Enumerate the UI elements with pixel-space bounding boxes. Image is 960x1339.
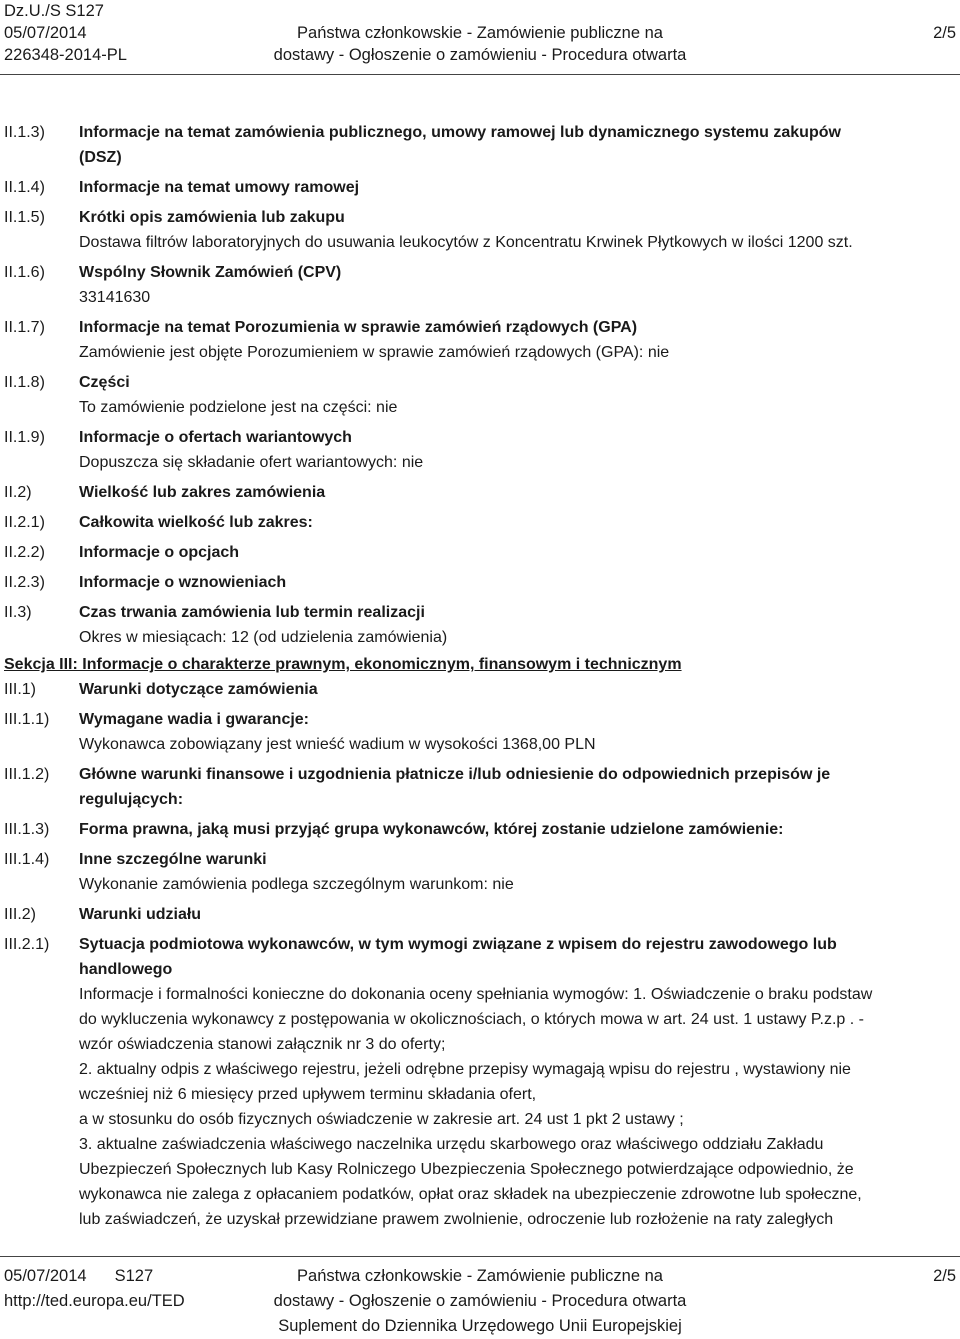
- footer-rule: [0, 1256, 960, 1257]
- header-rule: [0, 74, 960, 75]
- item-body-line: Informacje i formalności konieczne do dokonania oceny spełniania wymogów: 1. Oświadczenie o braku podstaw: [79, 986, 873, 1003]
- item-text: [79, 902, 956, 927]
- item-text: [79, 370, 956, 420]
- item-text: [79, 847, 956, 897]
- item-number: II.1.4): [4, 179, 45, 196]
- item-heading: Krótki opis zamówienia lub zakupu: [79, 209, 345, 226]
- item-heading: Forma prawna, jaką musi przyjąć grupa wykonawców, której zostanie udzielone zamówienie:: [79, 821, 784, 838]
- item-text: [79, 205, 956, 255]
- journal-ref: Dz.U./S S127: [4, 2, 104, 20]
- footer-title-line1: Państwa członkowskie - Zamówienie publiczne na: [297, 1267, 663, 1285]
- item-heading: Warunki udziału: [79, 906, 202, 923]
- item-text: [79, 260, 956, 310]
- item-body-line: Dopuszcza się składanie ofert wariantowych: nie: [79, 454, 424, 471]
- item-heading: Informacje na temat Porozumienia w sprawie zamówień rządowych (GPA): [79, 319, 638, 336]
- item-heading: Wymagane wadia i gwarancje:: [79, 711, 310, 728]
- section-3-title: Sekcja III: Informacje o charakterze prawnym, ekonomicznym, finansowym i technicznym: [4, 656, 682, 673]
- item-body-line: wcześniej niż 6 miesięcy przed upływem terminu składania ofert,: [79, 1086, 537, 1103]
- item-text: [79, 510, 956, 535]
- item-text: [79, 315, 956, 365]
- item-body-line: To zamówienie podzielone jest na części: nie: [79, 399, 398, 416]
- item-text: [79, 120, 956, 170]
- item-number: III.2): [4, 906, 37, 923]
- item-heading: Informacje na temat zamówienia publicznego, umowy ramowej lub dynamicznego systemu zakupów: [79, 124, 841, 141]
- item-number: II.2.1): [4, 514, 45, 531]
- item-heading: Całkowita wielkość lub zakres:: [79, 514, 313, 531]
- item-text: [79, 425, 956, 475]
- footer-title: [0, 1264, 960, 1339]
- footer-date: 05/07/2014: [4, 1267, 87, 1285]
- item-heading: handlowego: [79, 961, 173, 978]
- item-number: III.1.3): [4, 821, 50, 838]
- item-heading: Części: [79, 374, 130, 391]
- item-body-line: Dostawa filtrów laboratoryjnych do usuwania leukocytów z Koncentratu Krwinek Płytkowych w ilości 1200 szt.: [79, 234, 853, 251]
- item-number: II.2): [4, 484, 32, 501]
- item-number: III.1): [4, 681, 37, 698]
- item-heading: Czas trwania zamówienia lub termin realizacji: [79, 604, 425, 621]
- item-heading: Wielkość lub zakres zamówienia: [79, 484, 326, 501]
- item-text: [79, 480, 956, 505]
- item-heading: Sytuacja podmiotowa wykonawców, w tym wymogi związane z wpisem do rejestru zawodowego lub: [79, 936, 837, 953]
- item-text: [79, 707, 956, 757]
- doc-id: 226348-2014-PL: [4, 46, 127, 64]
- item-body-line: 2. aktualny odpis z właściwego rejestru, jeżeli odrębne przepisy wymagają wpisu do rejestru , wystawiony nie: [79, 1061, 851, 1078]
- footer-title-line2: dostawy - Ogłoszenie o zamówieniu - Procedura otwarta: [273, 1292, 687, 1310]
- item-body-line: Okres w miesiącach: 12 (od udzielenia zamówienia): [79, 629, 448, 646]
- item-heading: Główne warunki finansowe i uzgodnienia płatnicze i/lub odniesienie do odpowiednich przepisów je: [79, 766, 831, 783]
- item-text: [79, 762, 956, 812]
- item-number: II.1.5): [4, 209, 45, 226]
- item-body-line: a w stosunku do osób fizycznych oświadczenie w zakresie art. 24 ust 1 pkt 2 ustawy ;: [79, 1111, 684, 1128]
- item-body-line: Ubezpieczeń Społecznych lub Kasy Rolniczego Ubezpieczenia Społecznego potwierdzające odpowiednio, że: [79, 1161, 854, 1178]
- item-number: II.2.3): [4, 574, 45, 591]
- item-heading: Informacje o opcjach: [79, 544, 240, 561]
- item-heading: (DSZ): [79, 149, 122, 166]
- footer-url[interactable]: http://ted.europa.eu/TED: [4, 1292, 185, 1310]
- item-number: II.1.7): [4, 319, 45, 336]
- item-number: III.1.1): [4, 711, 50, 728]
- item-body-line: 33141630: [79, 289, 151, 306]
- page-header: [0, 0, 960, 72]
- footer-series: S127: [114, 1267, 154, 1285]
- item-body-line: Wykonawca zobowiązany jest wnieść wadium w wysokości 1368,00 PLN: [79, 736, 596, 753]
- item-body-line: wykonawca nie zalega z opłacaniem podatków, opłat oraz składek na ubezpieczenie zdrowotne lub społeczne,: [79, 1186, 862, 1203]
- item-text: [79, 540, 956, 565]
- item-text: [79, 570, 956, 595]
- item-number: II.1.3): [4, 124, 45, 141]
- item-number: II.1.9): [4, 429, 45, 446]
- item-number: II.1.8): [4, 374, 45, 391]
- item-number: II.2.2): [4, 544, 45, 561]
- item-body-line: wzór oświadczenia stanowi załącznik nr 3 do oferty;: [79, 1036, 446, 1053]
- header-title: [0, 22, 960, 66]
- footer-page-number: 2/5: [933, 1267, 956, 1285]
- item-number: III.1.2): [4, 766, 50, 783]
- item-heading: Informacje o ofertach wariantowych: [79, 429, 352, 446]
- item-heading: Informacje o wznowieniach: [79, 574, 287, 591]
- item-heading: Wspólny Słownik Zamówień (CPV): [79, 264, 342, 281]
- item-text: [79, 677, 956, 702]
- item-heading: regulujących:: [79, 791, 184, 808]
- item-body-line: lub zaświadczeń, że uzyskał przewidziane prawem zwolnienie, odroczenie lub rozłożenie na raty zaległych: [79, 1211, 834, 1228]
- item-number: III.2.1): [4, 936, 50, 953]
- item-number: II.3): [4, 604, 32, 621]
- item-text: [79, 932, 956, 1232]
- header-title-line1: Państwa członkowskie - Zamówienie publiczne na: [297, 24, 663, 42]
- header-title-line2: dostawy - Ogłoszenie o zamówieniu - Procedura otwarta: [273, 46, 687, 64]
- item-body-line: Zamówienie jest objęte Porozumieniem w sprawie zamówień rządowych (GPA): nie: [79, 344, 670, 361]
- item-heading: Inne szczególne warunki: [79, 851, 267, 868]
- item-body-line: do wykluczenia wykonawcy z postępowania w okolicznościach, o których mowa w art. 24 ust. 1 ustawy P.z.p . -: [79, 1011, 864, 1028]
- item-body-line: 3. aktualne zaświadczenia właściwego naczelnika urzędu skarbowego oraz właściwego oddziału Zakładu: [79, 1136, 824, 1153]
- item-text: [79, 817, 956, 842]
- item-heading: Warunki dotyczące zamówienia: [79, 681, 318, 698]
- item-number: II.1.6): [4, 264, 45, 281]
- header-page-number: 2/5: [933, 24, 956, 42]
- item-body-line: Wykonanie zamówienia podlega szczególnym warunkom: nie: [79, 876, 514, 893]
- footer-title-line3: Suplement do Dziennika Urzędowego Unii Europejskiej: [278, 1317, 682, 1335]
- item-text: [79, 600, 956, 650]
- item-heading: Informacje na temat umowy ramowej: [79, 179, 360, 196]
- item-text: [79, 175, 956, 200]
- header-date: 05/07/2014: [4, 24, 87, 42]
- item-number: III.1.4): [4, 851, 50, 868]
